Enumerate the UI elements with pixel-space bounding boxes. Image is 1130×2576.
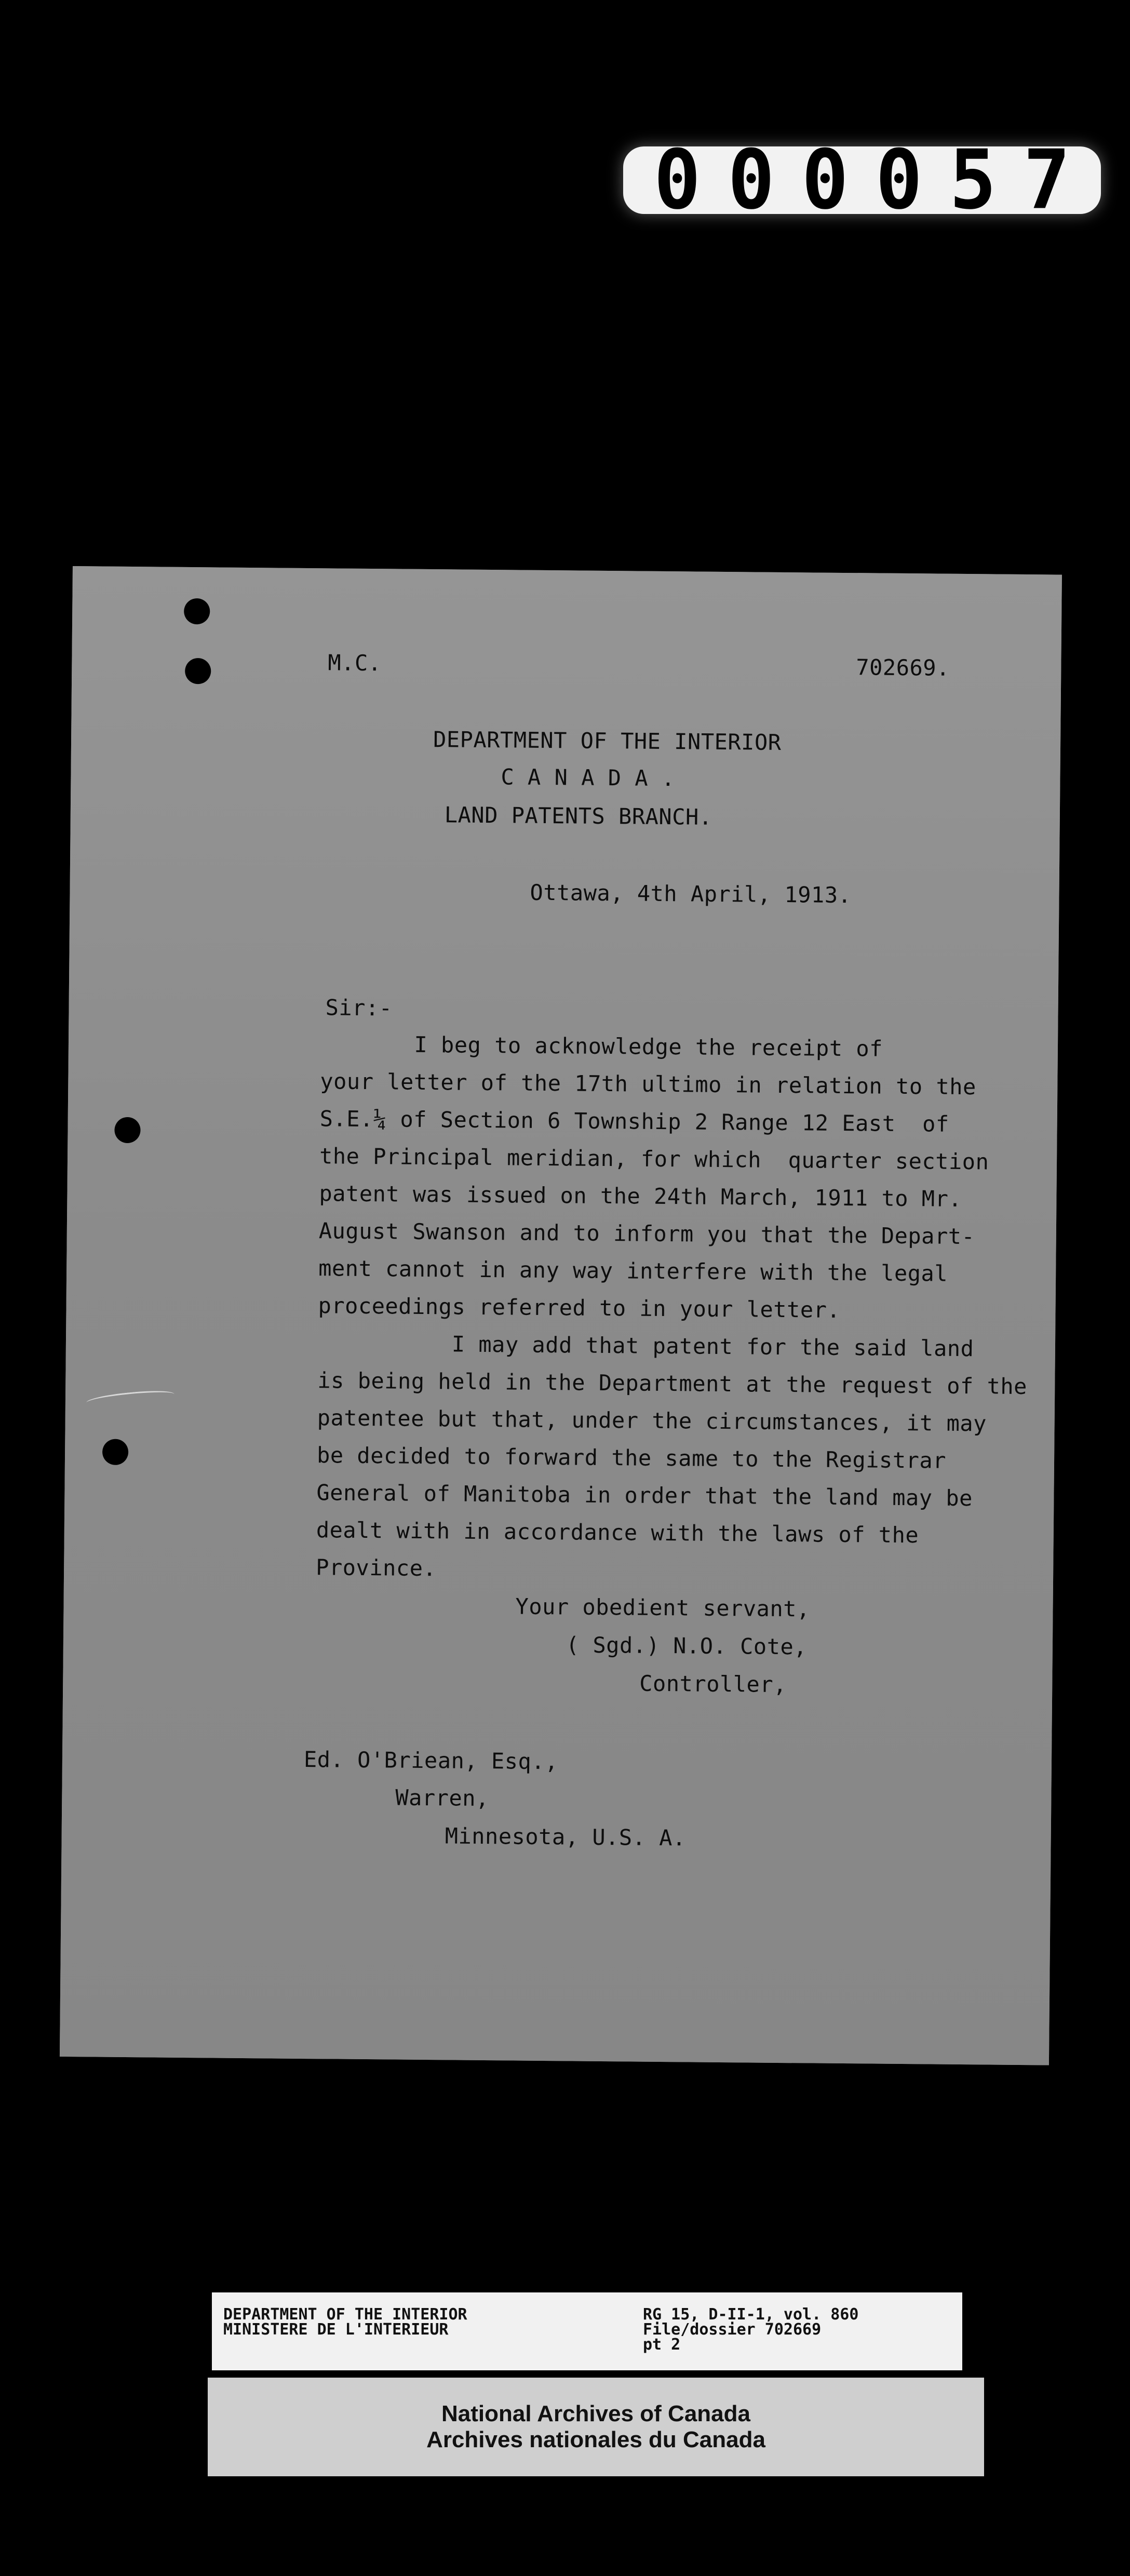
- signature-line: ( Sgd.) N.O. Cote,: [566, 1632, 808, 1660]
- body-line: proceedings referred to in your letter.: [318, 1293, 841, 1323]
- heading-country: C A N A D A .: [501, 764, 675, 791]
- signatory-title: Controller,: [639, 1670, 787, 1698]
- frame-number: 000057: [654, 132, 1097, 228]
- punch-hole: [102, 1439, 128, 1465]
- heading-department: DEPARTMENT OF THE INTERIOR: [433, 727, 782, 755]
- frame-number-label: [623, 132, 1101, 228]
- body-line: S.E.¼ of Section 6 Township 2 Range 12 East of: [319, 1106, 949, 1137]
- body-line: Province.: [315, 1554, 437, 1581]
- punch-hole: [185, 658, 211, 684]
- file-dossier-ref: File/dossier 702669: [643, 2320, 822, 2339]
- letter-page: [60, 566, 1062, 2065]
- department-english: DEPARTMENT OF THE INTERIOR: [223, 2305, 467, 2324]
- archives-name-english: National Archives of Canada: [441, 2401, 750, 2426]
- body-line: is being held in the Department at the request of the: [317, 1367, 1028, 1400]
- body-line: dealt with in accordance with the laws of the: [316, 1517, 919, 1548]
- body-line: the Principal meridian, for which quarter section: [319, 1143, 989, 1175]
- body-line: I may add that patent for the said land: [317, 1330, 974, 1362]
- body-line: patentee but that, under the circumstances, it may: [317, 1405, 987, 1437]
- body-line: patent was issued on the 24th March, 1911 to Mr.: [319, 1180, 962, 1212]
- record-group-ref: RG 15, D-II-1, vol. 860: [643, 2305, 859, 2324]
- heading-branch: LAND PATENTS BRANCH.: [444, 802, 712, 830]
- fold-mark: [86, 1388, 174, 1408]
- archive-reference-label: [212, 2292, 962, 2370]
- letter-date: Ottawa, 4th April, 1913.: [530, 879, 852, 908]
- body-line: your letter of the 17th ultimo in relation to the: [320, 1068, 977, 1100]
- body-line: ment cannot in any way interfere with the legal: [318, 1255, 948, 1286]
- body-line: I beg to acknowledge the receipt of: [320, 1031, 883, 1062]
- department-french: MINISTERE DE L'INTERIEUR: [223, 2320, 449, 2339]
- addressee-town: Warren,: [395, 1785, 490, 1812]
- punch-hole: [184, 598, 210, 624]
- archives-credit: [208, 2378, 984, 2476]
- closing-line: Your obedient servant,: [515, 1593, 811, 1622]
- body-line: August Swanson and to inform you that the Depart-: [318, 1218, 975, 1250]
- body-line: be decided to forward the same to the Registrar: [316, 1442, 947, 1473]
- addressee-name: Ed. O'Briean, Esq.,: [303, 1746, 559, 1775]
- reference-code-left: M.C.: [328, 650, 382, 676]
- file-number: 702669.: [856, 654, 950, 681]
- part-ref: pt 2: [643, 2336, 681, 2354]
- salutation: Sir:-: [325, 995, 393, 1021]
- archives-name-french: Archives nationales du Canada: [426, 2427, 765, 2452]
- punch-hole: [114, 1117, 140, 1143]
- addressee-state: Minnesota, U.S. A.: [445, 1823, 687, 1851]
- body-line: General of Manitoba in order that the land may be: [316, 1480, 973, 1511]
